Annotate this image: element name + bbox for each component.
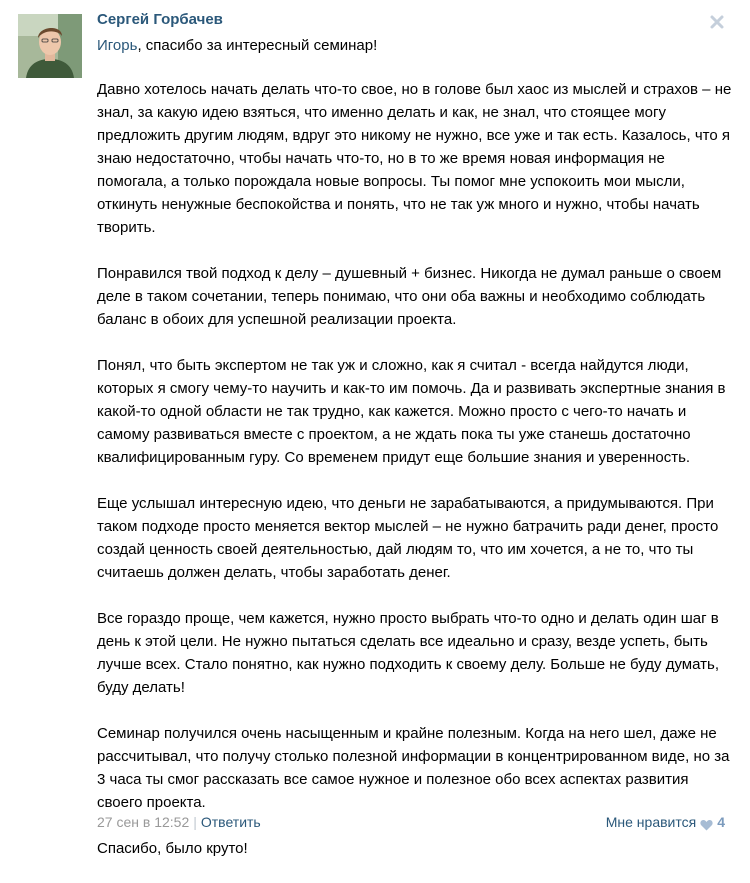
comment-paragraph-5: Все гораздо проще, чем кажется, нужно просто выбрать что-то одно и делать один шаг в день к этой цели. Не нужно пытаться сделать все идеально и сразу, везде успеть, быть лучше всех. Стало понятно, как нужно подходить к своему делу. Больше не буду думать, буду делать! <box>97 610 719 696</box>
footer-separator: | <box>193 814 197 830</box>
close-icon[interactable] <box>709 14 725 30</box>
heart-icon <box>700 816 713 828</box>
comment-paragraph-3: Понял, что быть экспертом не так уж и сложно, как я считал - всегда найдутся люди, которых я смогу чему-то научить и как-то им помочь. Да и развивать экспертные знания в какой-то одной области не так трудно, как кажется. Можно просто с чего-то начать и самому развиваться вместе с проектом, а не ждать пока ты уже станешь достаточно квалифицированным гуру. Со временем придут еще большие знания и уверенность. <box>97 357 726 466</box>
comment-paragraph-1: Давно хотелось начать делать что-то свое, но в голове был хаос из мыслей и страхов – не знал, за какую идею взяться, что именно делать и как, не знал, что стоящее могу предложить другим людям, вдруг это никому не нужно, все уже и так есть. Казалось, что я знаю недостаточно, чтобы начать что-то, но в то же время новая информация не помогала, а только порождала новые вопросы. Ты помог мне успокоить мои мысли, откинуть ненужные беспокойства и понять, что не так уж много и нужно, чтобы начать творить. <box>97 81 732 236</box>
comment-footer <box>97 812 725 832</box>
greeting-text: , спасибо за интересный семинар! <box>137 37 378 54</box>
like-count: 4 <box>717 814 725 830</box>
comment-greeting <box>97 34 737 57</box>
reply-button[interactable]: Ответить <box>200 814 261 830</box>
comment-paragraph-7: Спасибо, было круто! <box>97 840 248 857</box>
comment-paragraph-4: Еще услышал интересную идею, что деньги не зарабатываются, а придумываются. При таком подходе просто меняется вектор мыслей – не нужно батрачить ради денег, просто создай ценность своей деятельностью, дай людям то, что им хочется, а не то, что ты считаешь должен делать, чтобы заработать денег. <box>97 495 719 581</box>
comment-paragraph-6: Семинар получился очень насыщенным и крайне полезным. Когда на него шел, даже не рассчитывал, что получу столько полезной информации в концентрированном виде, но за 3 часа ты смог рассказать все самое нужное и полезное обо всех аспектах развития своего проекта. <box>97 725 730 811</box>
comment-text <box>97 34 737 883</box>
author-name[interactable]: Сергей Горбачев <box>97 11 223 28</box>
mention-link[interactable]: Игорь <box>97 37 138 54</box>
like-label: Мне нравится <box>605 814 697 830</box>
timestamp[interactable]: 27 сен в 12:52 <box>97 814 190 830</box>
comment-paragraph-2: Понравился твой подход к делу – душевный + бизнес. Никогда не думал раньше о своем деле в таком сочетании, теперь понимаю, что они оба важны и необходимо соблюдать баланс в обоих для успешной реализации проекта. <box>97 265 722 328</box>
avatar-photo <box>18 14 82 78</box>
like-button[interactable] <box>606 812 725 832</box>
avatar[interactable] <box>18 14 82 78</box>
